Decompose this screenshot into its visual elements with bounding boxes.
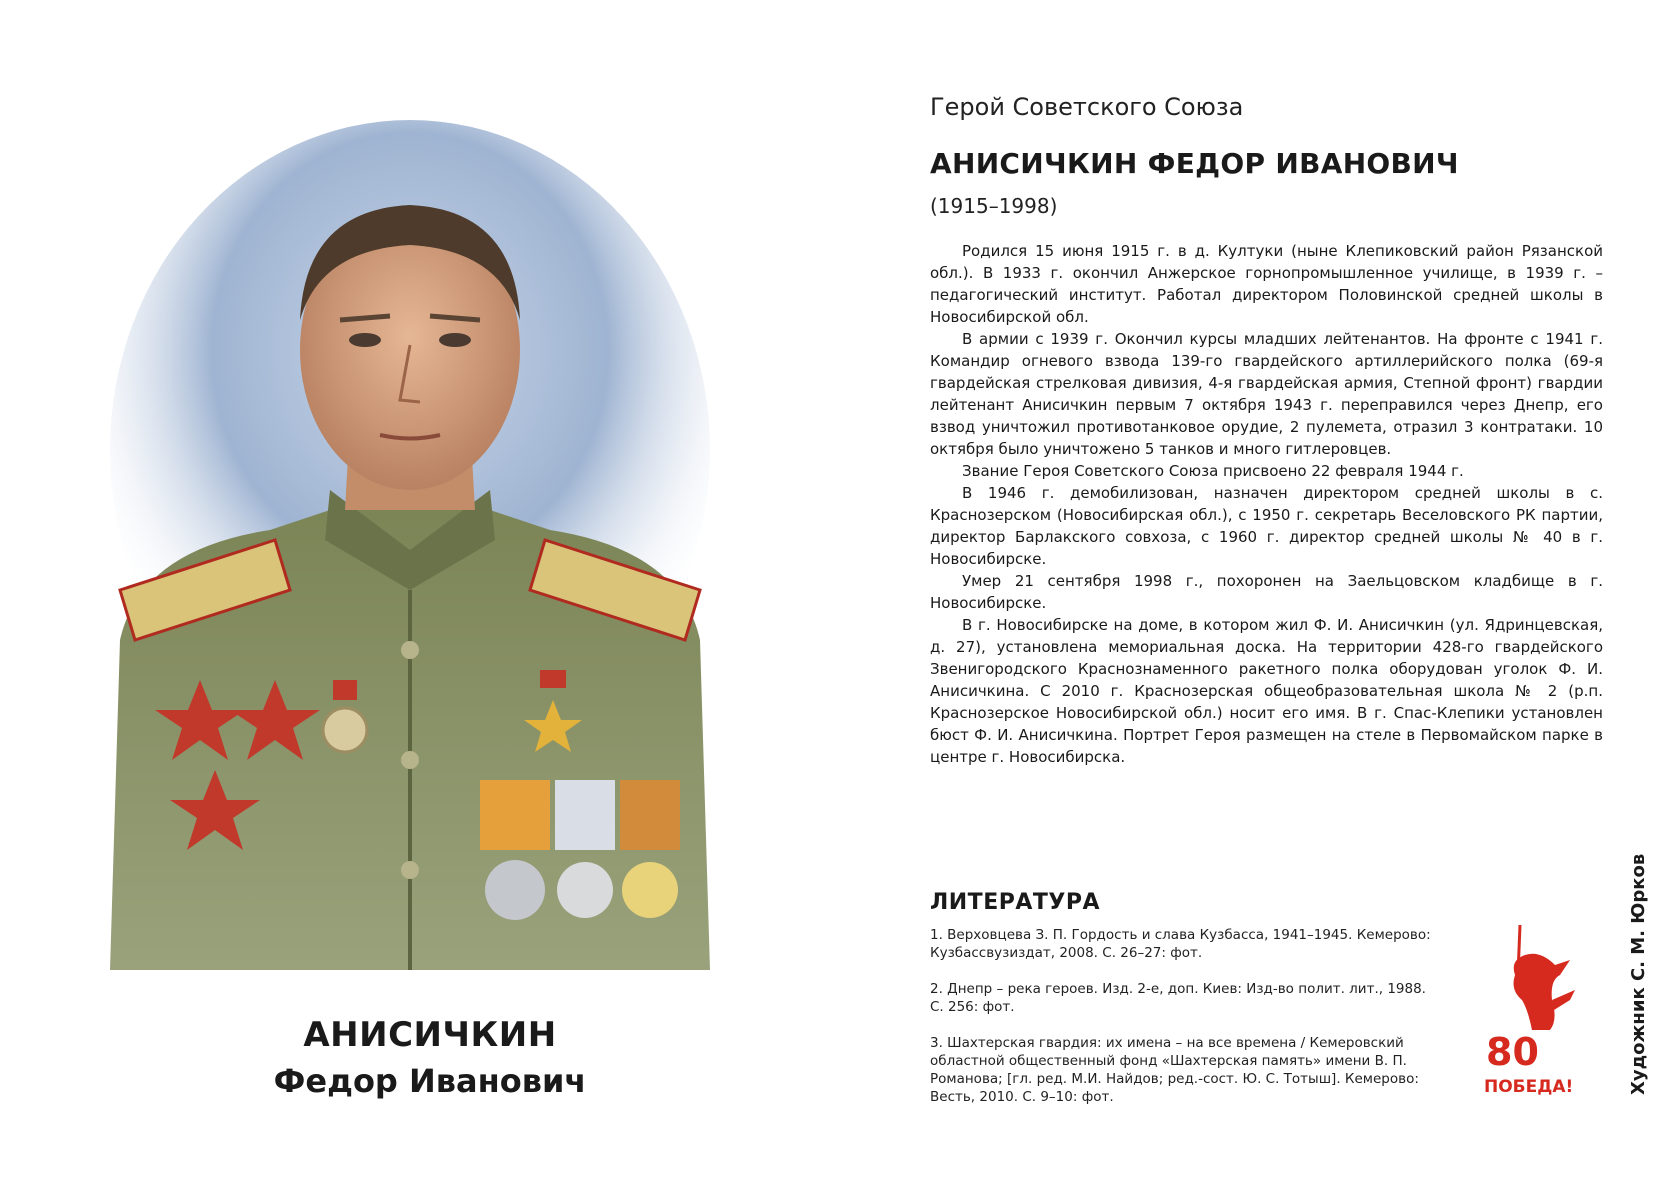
bio-paragraph: В 1946 г. демобилизован, назначен директором средней школы в с. Краснозерском (Новосибирская обл.), с 1950 г. секретарь Веселовского РК партии, директор Барлакского совхоза, с 1960 г. директор средней школы № 40 в г. Новосибирске. [930,484,1603,568]
artist-credit: Художник С. М. Юрков [1628,853,1649,1095]
bio-paragraph: Умер 21 сентября 1998 г., похоронен на Заельцовском кладбище в г. Новосибирске. [930,572,1603,612]
motherland-statue-icon [1514,925,1575,1030]
bio-paragraph: В г. Новосибирске на доме, в котором жил Ф. И. Анисичкин (ул. Ядринцевская, д. 27), установлена мемориальная доска. На территории 428-го гвардейского Звенигородского Краснознаменного ракетного полка оборудован уголок Ф. И. Анисичкина. С 2010 г. Краснозерская общеобразовательная школа № 2 (р.п. Краснозерское Новосибирской обл.) носит его имя. В г. Спас-Клепики установлен бюст Ф. И. Анисичкина. Портрет Героя размещен на стеле в Первомайском парке в центре г. Новосибирска. [930,616,1603,766]
portrait [100,120,720,970]
emblem-number: 80 [1486,1030,1539,1074]
victory-emblem [1480,920,1580,1100]
bio-paragraph: Звание Героя Советского Союза присвоено 22 февраля 1944 г. [962,462,1464,480]
soldier-portrait-icon [100,120,720,970]
emblem-word: ПОБЕДА! [1484,1077,1574,1097]
biography [930,240,1603,768]
literature-item: 2. Днепр – река героев. Изд. 2-е, доп. Киев: Изд-во полит. лит., 1988. С. 256: фот. [930,981,1426,1015]
literature-title: ЛИТЕРАТУРА [930,890,1100,915]
caption-surname: АНИСИЧКИН [303,1015,557,1055]
literature-item: 3. Шахтерская гвардия: их имена – на все времена / Кемеровский областной общественный фонд «Шахтерская память» имени В. П. Романова; [гл. ред. М.И. Найдов; ред.-сост. Ю. С. Тотыш]. Кемерово: Весть, 2010. С. 9–10: фот. [930,1035,1419,1105]
caption-name: Федор Иванович [273,1062,587,1100]
page-title: АНИСИЧКИН ФЕДОР ИВАНОВИЧ [930,147,1459,180]
years: (1915–1998) [930,194,1058,218]
literature-item: 1. Верховцева З. П. Гордость и слава Кузбасса, 1941–1945. Кемерово: Кузбассвузиздат, 2008. С. 26–27: фот. [930,927,1431,961]
bio-paragraph: Родился 15 июня 1915 г. в д. Култуки (ныне Клепиковский район Рязанской обл.). В 1933 г. окончил Анжерское горнопромышленное училище, в 1939 г. – педагогический институт. Работал директором Половинской средней школы в Новосибирской обл. [930,242,1603,326]
subtitle: Герой Советского Союза [930,93,1244,121]
bio-paragraph: В армии с 1939 г. Окончил курсы младших лейтенантов. На фронте с 1941 г. Командир огневого взвода 139-го гвардейского артиллерийского полка (69-я гвардейская стрелковая дивизия, 4-я гвардейская армия, Степной фронт) гвардии лейтенант Анисичкин первым 7 октября 1943 г. переправился через Днепр, его взвод уничтожил противотанковое орудие, 2 пулемета, отразил 3 контратаки. 10 октября было уничтожено 5 танков и много гитлеровцев. [930,330,1603,458]
literature-list [930,926,1440,1124]
